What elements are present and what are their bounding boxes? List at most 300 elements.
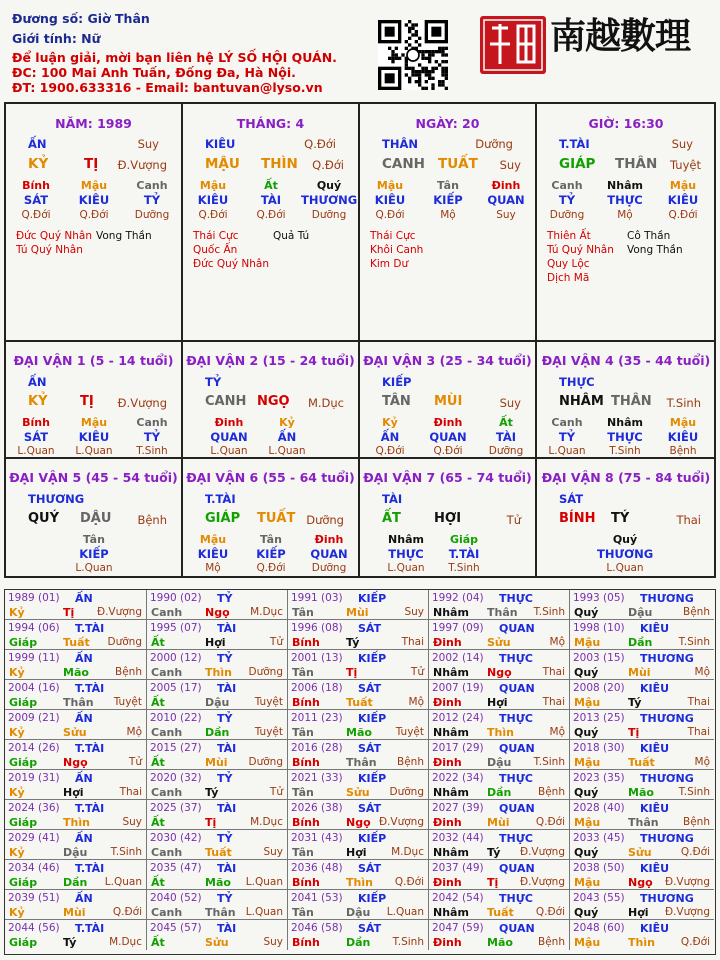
year-cell[interactable] [147, 650, 288, 680]
hidden-stage: Q.Đới [256, 562, 286, 574]
year-stem: Ất [151, 876, 165, 889]
year-branch: Mùi [63, 906, 86, 919]
year-label: 2025 (37) [150, 802, 202, 814]
year-star: THƯƠNG [640, 652, 694, 665]
year-label: 1999 (11) [8, 652, 60, 664]
pillar-cell[interactable] [6, 104, 183, 342]
year-cell[interactable] [288, 590, 429, 620]
year-stem: Mậu [574, 876, 601, 889]
year-cell[interactable] [5, 920, 147, 950]
year-stem: Tân [292, 906, 314, 919]
year-stem: Mậu [574, 636, 601, 649]
year-cell[interactable] [5, 860, 147, 890]
luck-cycle-cell[interactable] [360, 342, 537, 459]
year-stem: Ất [151, 696, 165, 709]
year-star: THƯƠNG [640, 772, 694, 785]
hidden-god: KIÊU [78, 193, 110, 207]
hidden-stage: Mộ [205, 562, 221, 574]
year-stem: Đinh [433, 936, 462, 949]
branch-stage: T.Sinh [666, 396, 701, 410]
branch-stage: Tuyệt [670, 158, 701, 172]
year-branch: Mùi [205, 756, 228, 769]
year-stem: Quý [574, 906, 599, 919]
year-star: TỶ [217, 772, 233, 785]
year-branch: Thìn [487, 726, 514, 739]
year-star: TÀI [217, 622, 237, 635]
auspicious-star: Tú Quý Nhân [16, 244, 83, 256]
year-label: 2012 (24) [432, 712, 484, 724]
heavenly-stem: GIÁP [559, 156, 596, 172]
earthly-branch: THÂN [615, 156, 658, 172]
year-branch: Tị [205, 816, 217, 829]
year-branch: Tị [487, 876, 499, 889]
contact-note: Để luận giải, mời bạn liên hệ LÝ SỐ HỘI QUÁN. [12, 50, 337, 65]
luck-cycle-cell[interactable] [537, 459, 715, 577]
owner-label: Đương số: Giờ Thân [12, 11, 150, 26]
year-stem: Quý [574, 666, 599, 679]
earthly-branch: DẬU [80, 511, 112, 526]
year-star: TỶ [217, 652, 233, 665]
year-branch: Tuất [63, 636, 90, 649]
year-stage: Tuyệt [254, 726, 283, 738]
year-star: SÁT [358, 742, 382, 755]
year-stage: L.Quan [245, 906, 283, 918]
hidden-god: ẤN [380, 430, 400, 444]
year-star: ẤN [75, 712, 93, 725]
year-label: 2009 (21) [8, 712, 60, 724]
year-label: 2027 (39) [432, 802, 484, 814]
year-star: TỶ [217, 712, 233, 725]
hidden-stage: Dưỡng [311, 562, 347, 574]
year-branch: Dậu [205, 696, 230, 709]
year-stem: Tân [292, 786, 314, 799]
year-stem: Canh [151, 846, 183, 859]
heavenly-stem: CANH [205, 394, 247, 409]
year-stage: Đ.Vượng [378, 816, 424, 828]
year-star: KIÊU [640, 622, 670, 635]
year-cell[interactable] [570, 920, 714, 950]
year-stage: Thai [542, 696, 565, 708]
hidden-stage: Q.Đới [256, 209, 286, 221]
branch-stage: M.Dục [307, 396, 344, 410]
year-stage: L.Quan [386, 906, 424, 918]
year-cell[interactable] [570, 620, 714, 650]
year-cell[interactable] [429, 830, 570, 860]
year-branch: Tý [346, 636, 360, 649]
year-cell[interactable] [429, 650, 570, 680]
year-label: 2017 (29) [432, 742, 484, 754]
year-branch: Dần [63, 876, 88, 889]
hidden-god: KIÊU [78, 430, 110, 444]
hidden-god: TỶ [143, 193, 161, 207]
hidden-stem: Quý [612, 533, 638, 546]
year-cell[interactable] [147, 890, 288, 920]
year-stage: Đ.Vượng [664, 876, 710, 888]
year-branch: Hợi [346, 846, 367, 859]
year-cell[interactable] [429, 740, 570, 770]
year-cell[interactable] [429, 710, 570, 740]
earthly-branch: TUẤT [257, 511, 296, 526]
year-cell[interactable] [429, 860, 570, 890]
year-branch: Hợi [63, 786, 84, 799]
year-cell[interactable] [570, 800, 714, 830]
year-branch: Tị [346, 666, 358, 679]
year-label: 2046 (58) [291, 922, 343, 934]
year-stem: Bính [292, 876, 320, 889]
year-cell[interactable] [288, 710, 429, 740]
hidden-god: THƯƠNG [301, 193, 358, 207]
year-stage: Suy [122, 816, 142, 828]
auspicious-star: Khôi Canh [370, 244, 424, 256]
inauspicious-star: Vong Thần [96, 230, 152, 242]
year-stage: Tử [269, 636, 283, 648]
year-stem: Ất [151, 936, 165, 949]
year-stem: Kỷ [9, 726, 25, 739]
year-branch: Mão [205, 876, 231, 889]
year-label: 1991 (03) [291, 592, 343, 604]
year-cell[interactable] [570, 590, 714, 620]
hidden-stage: Q.Đới [433, 445, 463, 457]
hidden-stem: Đinh [214, 416, 244, 429]
year-star: KIÊU [640, 922, 670, 935]
year-star: THƯƠNG [640, 592, 694, 605]
year-cell[interactable] [147, 800, 288, 830]
year-star: THỰC [499, 892, 533, 905]
year-stage: M.Dục [109, 936, 142, 948]
year-label: 2030 (42) [150, 832, 202, 844]
year-cell[interactable] [288, 650, 429, 680]
year-cell[interactable] [5, 680, 147, 710]
qr-code-icon[interactable] [378, 20, 448, 90]
luck-cycle-cell[interactable] [537, 342, 715, 459]
phone-email[interactable]: ĐT: 1900.633316 - Email: bantuvan@lyso.vn [12, 80, 323, 95]
hidden-god: TÀI [260, 193, 282, 207]
year-cell[interactable] [5, 590, 147, 620]
year-star: TỶ [217, 892, 233, 905]
year-cell[interactable] [570, 890, 714, 920]
year-branch: Sửu [205, 936, 229, 949]
year-branch: Thân [205, 906, 236, 919]
year-stage: Bệnh [683, 816, 710, 828]
year-cell[interactable] [147, 710, 288, 740]
heavenly-stem: ẤT [382, 511, 401, 526]
year-cell[interactable] [147, 770, 288, 800]
hidden-stage: Suy [496, 209, 516, 221]
branch-stage: Đ.Vượng [117, 396, 167, 410]
branch-stage: Thai [676, 513, 701, 527]
year-stem: Mậu [574, 756, 601, 769]
cycle-title: ĐẠI VẬN 7 (65 - 74 tuổi) [363, 470, 532, 485]
year-stage: Thai [687, 696, 710, 708]
hidden-god: KIÊU [667, 430, 699, 444]
year-stem: Canh [151, 786, 183, 799]
year-cell[interactable] [429, 770, 570, 800]
year-branch: Ngọ [346, 816, 371, 829]
year-cell[interactable] [288, 620, 429, 650]
hidden-god: KIẾP [256, 547, 286, 561]
year-star: KIẾP [358, 592, 387, 605]
main-star: T.TÀI [559, 137, 590, 151]
year-stage: Thai [687, 726, 710, 738]
hidden-stem: Bính [22, 179, 50, 192]
hidden-stage: T.Sinh [448, 562, 480, 574]
year-stage: Tuyệt [113, 696, 142, 708]
year-label: 2022 (34) [432, 772, 484, 784]
hidden-god: THỰC [388, 547, 424, 561]
year-label: 2021 (33) [291, 772, 343, 784]
year-star: KIẾP [358, 712, 387, 725]
year-branch: Dậu [628, 606, 653, 619]
year-label: 2015 (27) [150, 742, 202, 754]
year-stem: Mậu [574, 816, 601, 829]
year-label: 1997 (09) [432, 622, 484, 634]
year-cell[interactable] [570, 830, 714, 860]
year-star: T.TÀI [75, 742, 105, 755]
year-stem: Mậu [574, 696, 601, 709]
year-cell[interactable] [288, 740, 429, 770]
year-stage: Tuyệt [395, 726, 424, 738]
year-star: SÁT [358, 682, 382, 695]
year-label: 2040 (52) [150, 892, 202, 904]
year-star: ẤN [75, 772, 93, 785]
year-label: 2019 (31) [8, 772, 60, 784]
year-cell[interactable] [570, 680, 714, 710]
auspicious-star: Quy Lộc [547, 258, 590, 270]
cycle-title: ĐẠI VẬN 4 (35 - 44 tuổi) [541, 353, 711, 368]
year-cell[interactable] [429, 590, 570, 620]
year-cell[interactable] [5, 740, 147, 770]
year-branch: Sửu [628, 846, 652, 859]
hidden-stem: Canh [136, 179, 168, 192]
year-branch: Tý [487, 846, 501, 859]
year-branch: Thìn [346, 876, 373, 889]
year-stem: Quý [574, 786, 599, 799]
hidden-stem: Canh [136, 416, 168, 429]
year-branch: Mão [487, 936, 513, 949]
year-stem: Kỷ [9, 666, 25, 679]
year-branch: Mão [628, 786, 654, 799]
year-star: T.TÀI [75, 682, 105, 695]
year-cell[interactable] [429, 620, 570, 650]
branch-stage: Tử [506, 513, 521, 527]
year-branch: Thân [63, 696, 94, 709]
pillar-cell[interactable] [183, 104, 360, 342]
year-label: 2039 (51) [8, 892, 60, 904]
year-cell[interactable] [5, 830, 147, 860]
year-star: THƯƠNG [640, 712, 694, 725]
luck-cycle-cell[interactable] [6, 342, 183, 459]
year-branch: Thân [346, 756, 377, 769]
year-stage: T.Sinh [533, 606, 565, 618]
year-cell[interactable] [147, 860, 288, 890]
year-stage: T.Sinh [392, 936, 424, 948]
year-branch: Thân [487, 606, 518, 619]
year-stem: Kỷ [9, 906, 25, 919]
year-stage: L.Quan [245, 876, 283, 888]
hidden-stem: Đinh [491, 179, 521, 192]
year-cell[interactable] [147, 590, 288, 620]
hidden-stem: Mậu [199, 179, 227, 192]
cycle-title: ĐẠI VẬN 5 (45 - 54 tuổi) [9, 470, 178, 485]
year-stem: Nhâm [433, 726, 469, 739]
year-label: 2000 (12) [150, 652, 202, 664]
year-star: QUAN [499, 802, 535, 815]
hidden-god: KIẾP [79, 547, 109, 561]
luck-cycle-cell[interactable] [360, 459, 537, 577]
hidden-god: KIÊU [374, 193, 406, 207]
year-branch: Tý [628, 696, 642, 709]
year-label: 2041 (53) [291, 892, 343, 904]
gender-label: Giới tính: Nữ [12, 31, 101, 46]
hidden-stage: L.Quan [17, 445, 55, 457]
year-branch: Mão [346, 726, 372, 739]
year-cell[interactable] [570, 740, 714, 770]
year-star: T.TÀI [75, 862, 105, 875]
year-branch: Tị [628, 726, 640, 739]
year-label: 2044 (56) [8, 922, 60, 934]
year-cell[interactable] [570, 860, 714, 890]
year-stage: Mộ [549, 636, 565, 648]
year-stage: Đ.Vượng [519, 846, 565, 858]
year-stage: Q.Đới [680, 846, 710, 858]
year-stem: Giáp [9, 936, 38, 949]
year-label: 2032 (44) [432, 832, 484, 844]
year-label: 2008 (20) [573, 682, 625, 694]
year-stem: Đinh [433, 876, 462, 889]
year-cell[interactable] [570, 710, 714, 740]
year-star: TÀI [217, 922, 237, 935]
year-cell[interactable] [288, 770, 429, 800]
year-stage: Suy [263, 936, 283, 948]
year-star: TÀI [217, 802, 237, 815]
hidden-stage: Q.Đới [375, 445, 405, 457]
year-cell[interactable] [288, 830, 429, 860]
hidden-stage: Q.Đới [21, 209, 51, 221]
year-cell[interactable] [5, 620, 147, 650]
year-stem: Nhâm [433, 906, 469, 919]
year-star: T.TÀI [75, 802, 105, 815]
year-label: 1993 (05) [573, 592, 625, 604]
year-cell[interactable] [429, 920, 570, 950]
luck-cycle-cell[interactable] [183, 459, 360, 577]
year-stem: Canh [151, 726, 183, 739]
year-cell[interactable] [5, 800, 147, 830]
year-branch: Sửu [487, 636, 511, 649]
year-star: KIẾP [358, 652, 387, 665]
year-cell[interactable] [147, 830, 288, 860]
year-branch: Thìn [63, 816, 90, 829]
main-star: SÁT [559, 492, 584, 506]
year-stage: Bệnh [397, 756, 424, 768]
year-branch: Thìn [628, 936, 655, 949]
year-branch: Ngọ [487, 666, 512, 679]
year-branch: Tý [63, 936, 77, 949]
year-cell[interactable] [288, 890, 429, 920]
hidden-stem: Ất [264, 179, 278, 192]
pillar-cell[interactable] [360, 104, 537, 342]
year-stem: Giáp [9, 876, 38, 889]
hidden-god: KIẾP [433, 193, 463, 207]
year-stage: Tử [269, 786, 283, 798]
pillar-title: NĂM: 1989 [55, 116, 132, 131]
annual-table [4, 589, 716, 955]
year-star: T.TÀI [75, 922, 105, 935]
hidden-stage: Mộ [440, 209, 456, 221]
main-star: THỰC [559, 375, 595, 389]
year-cell[interactable] [5, 890, 147, 920]
hidden-stem: Tân [260, 533, 282, 546]
year-cell[interactable] [429, 890, 570, 920]
year-star: T.TÀI [75, 622, 105, 635]
year-star: THỰC [499, 712, 533, 725]
auspicious-star: Quốc Ấn [193, 244, 238, 256]
year-cell[interactable] [288, 860, 429, 890]
year-stem: Tân [292, 846, 314, 859]
hidden-god: KIÊU [667, 193, 699, 207]
year-label: 1996 (08) [291, 622, 343, 634]
hidden-god: THỰC [607, 193, 643, 207]
year-cell[interactable] [429, 800, 570, 830]
stage-label: Suy [137, 137, 159, 151]
year-star: SÁT [358, 862, 382, 875]
year-stage: M.Dục [250, 606, 283, 618]
year-stem: Tân [292, 666, 314, 679]
year-cell[interactable] [288, 920, 429, 950]
hidden-god: THỰC [607, 430, 643, 444]
stage-label: Suy [671, 137, 693, 151]
year-cell[interactable] [147, 620, 288, 650]
earthly-branch: MÙI [434, 394, 463, 409]
hidden-god: QUAN [487, 193, 525, 207]
year-cell[interactable] [147, 920, 288, 950]
year-cell[interactable] [288, 680, 429, 710]
luck-cycle-cell[interactable] [183, 342, 360, 459]
year-label: 1995 (07) [150, 622, 202, 634]
branch-stage: Suy [499, 396, 521, 410]
year-label: 2006 (18) [291, 682, 343, 694]
year-label: 2029 (41) [8, 832, 60, 844]
hidden-god: THƯƠNG [597, 547, 654, 561]
year-cell[interactable] [288, 800, 429, 830]
earthly-branch: TUẤT [438, 156, 478, 172]
luck-cycle-cell[interactable] [6, 459, 183, 577]
year-label: 2037 (49) [432, 862, 484, 874]
year-cell[interactable] [570, 650, 714, 680]
year-stem: Nhâm [433, 666, 469, 679]
year-star: ẤN [75, 652, 93, 665]
year-star: QUAN [499, 862, 535, 875]
year-cell[interactable] [147, 680, 288, 710]
year-cell[interactable] [5, 650, 147, 680]
hidden-stage: Bệnh [669, 445, 697, 457]
year-stage: Tuyệt [254, 696, 283, 708]
hidden-stage: Q.Đới [668, 209, 698, 221]
cycle-title: ĐẠI VẬN 8 (75 - 84 tuổi) [541, 470, 711, 485]
year-stem: Giáp [9, 636, 38, 649]
pillar-cell[interactable] [537, 104, 715, 342]
year-branch: Hợi [628, 906, 649, 919]
year-label: 2002 (14) [432, 652, 484, 664]
year-cell[interactable] [5, 770, 147, 800]
year-star: THỰC [499, 592, 533, 605]
year-stem: Bính [292, 696, 320, 709]
year-cell[interactable] [5, 710, 147, 740]
year-cell[interactable] [147, 740, 288, 770]
hidden-god: KIÊU [197, 547, 229, 561]
year-cell[interactable] [570, 770, 714, 800]
year-cell[interactable] [429, 680, 570, 710]
hidden-stage: Q.Đới [79, 209, 109, 221]
